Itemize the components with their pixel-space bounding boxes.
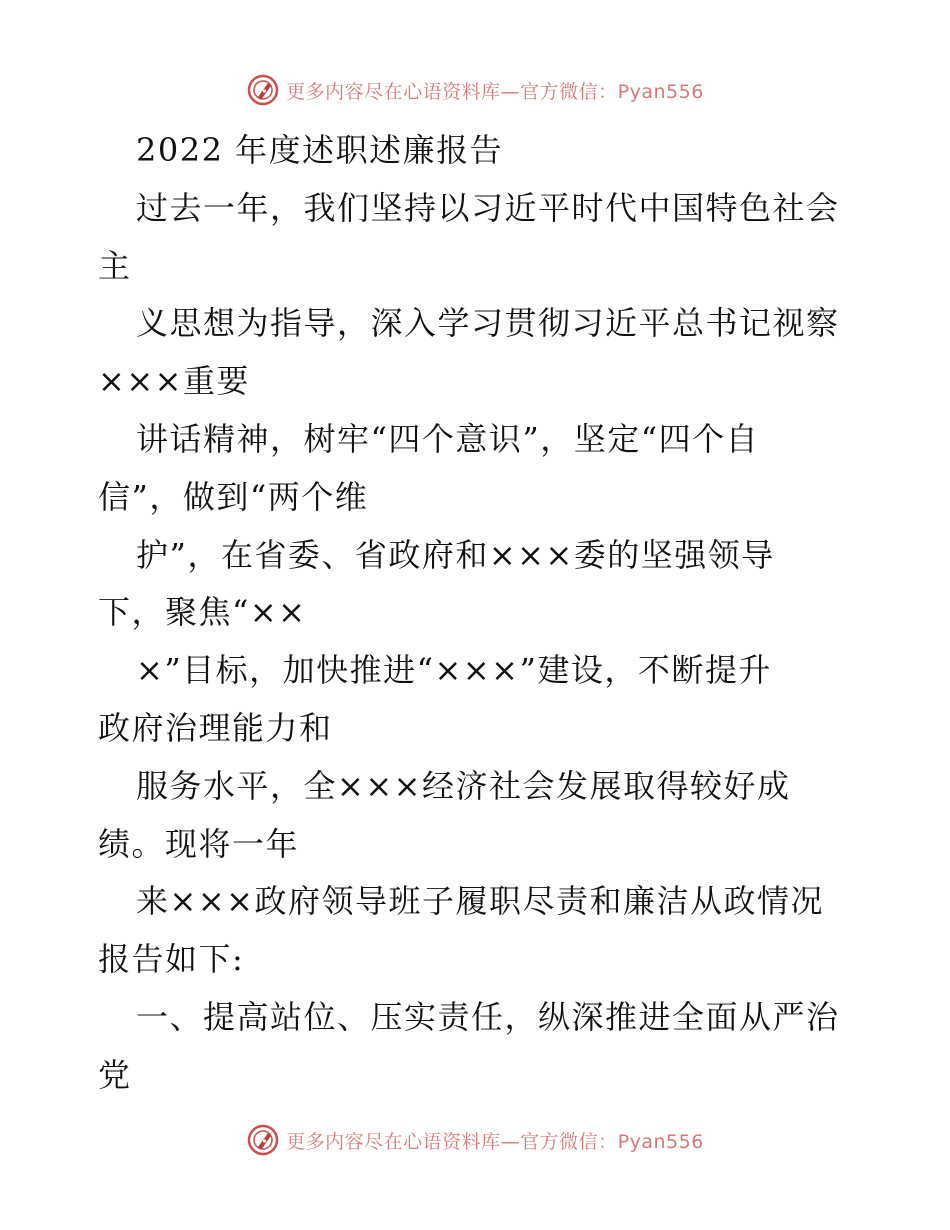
paragraph-line: 护”，在省委、省政府和×××委的坚强领导 <box>136 535 775 574</box>
paragraph-line: 下，聚焦“×× <box>98 593 307 632</box>
footer-watermark <box>0 1120 950 1160</box>
watermark-text: 更多内容尽在心语资料库—官方微信：Pyan556 <box>286 1130 704 1153</box>
paragraph-line: ×”目标，加快推进“×××”建设，不断提升 <box>136 651 772 690</box>
paragraph-line: 服务水平，全×××经济社会发展取得较好成 <box>136 766 791 805</box>
section-heading: 一、提高站位、压实责任，纵深推进全面从严治 <box>136 997 840 1036</box>
document-title: 2022 年度述职述廉报告 <box>136 131 504 169</box>
paragraph-line: 义思想为指导，深入学习贯彻习近平总书记视察 <box>136 304 840 343</box>
paragraph-line: 来×××政府领导班子履职尽责和廉洁从政情况 <box>136 882 824 921</box>
paragraph-line: 信”，做到“两个维 <box>98 477 369 516</box>
document-body <box>98 122 858 1105</box>
paragraph-line: 绩。现将一年 <box>98 824 300 863</box>
paragraph-line: 主 <box>98 246 132 285</box>
pen-nib-circle-icon <box>246 1123 280 1157</box>
watermark-text: 更多内容尽在心语资料库—官方微信：Pyan556 <box>286 80 704 103</box>
pen-nib-circle-icon <box>246 73 280 107</box>
paragraph-line: 讲话精神，树牢“四个意识”，坚定“四个自 <box>136 419 760 458</box>
paragraph-line: 报告如下: <box>98 940 245 979</box>
paragraph-line: 政府治理能力和 <box>98 708 333 747</box>
section-heading-continued: 党 <box>98 1055 132 1094</box>
paragraph-line: 过去一年，我们坚持以习近平时代中国特色社会 <box>136 188 840 227</box>
header-watermark <box>0 70 950 110</box>
paragraph-line: ×××重要 <box>98 362 250 401</box>
